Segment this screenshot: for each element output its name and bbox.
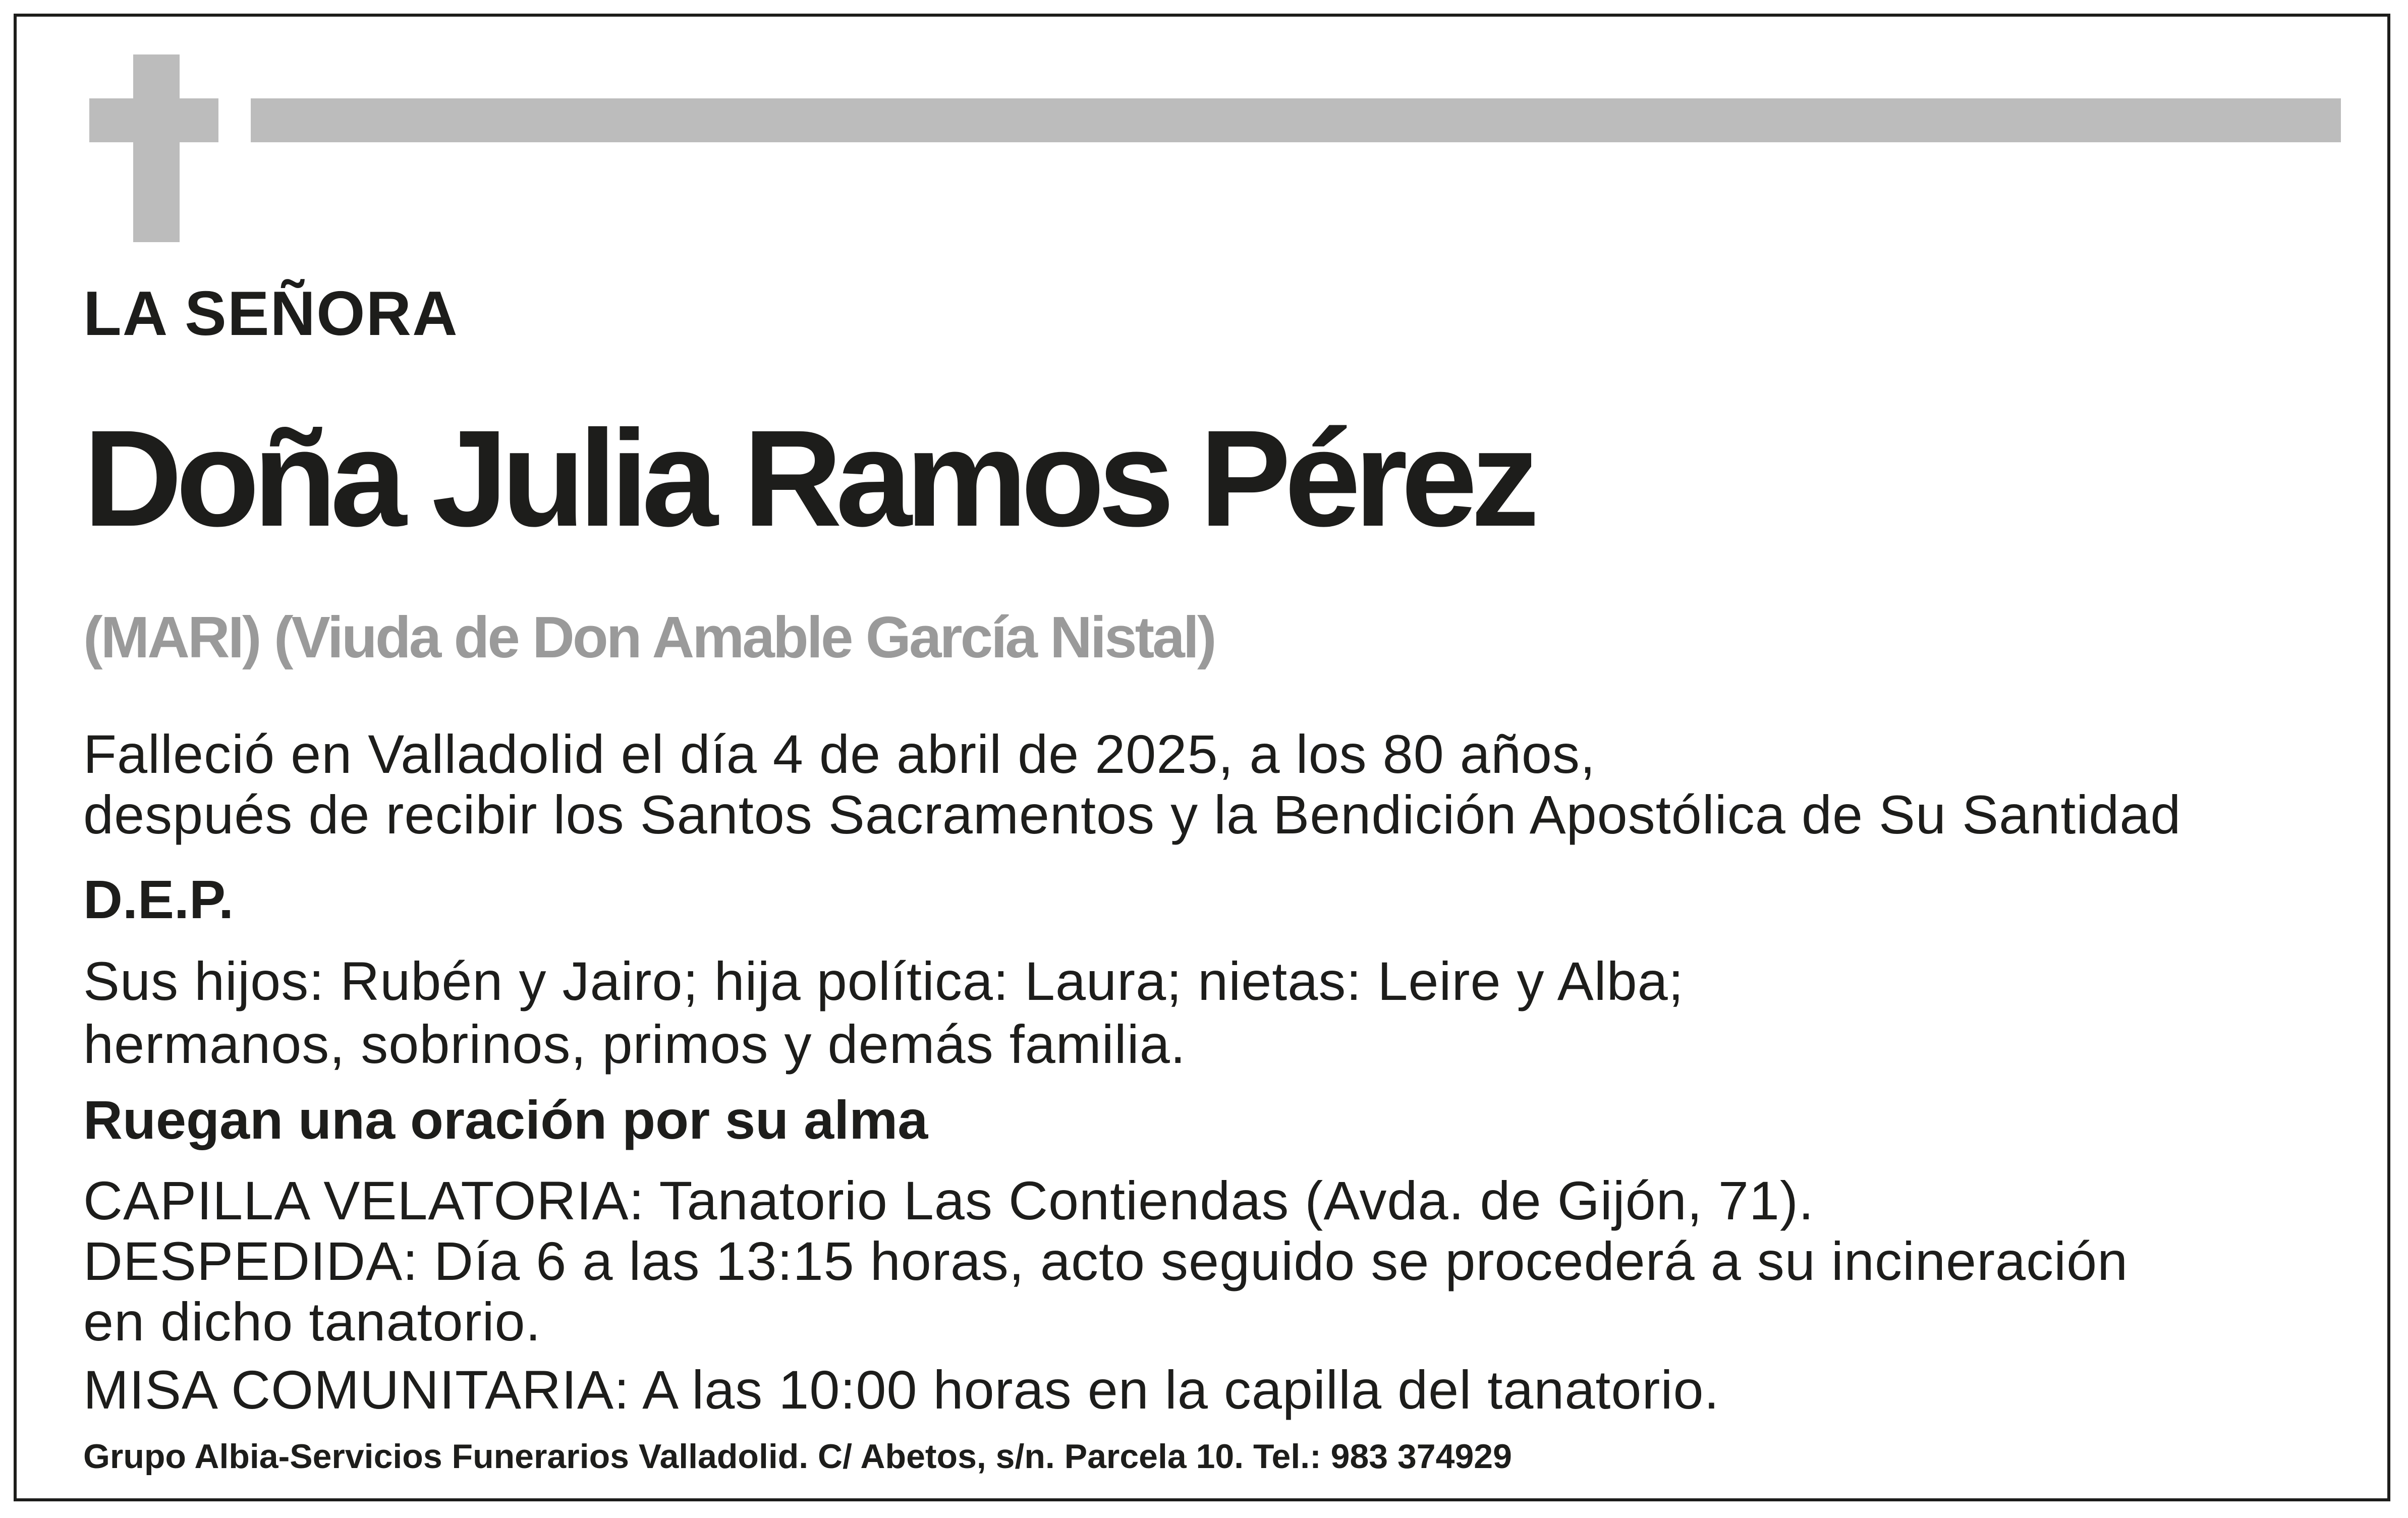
chapel-info: CAPILLA VELATORIA: Tanatorio Las Contiendas (Avda. de Gijón, 71). (83, 1170, 1814, 1231)
funeral-home-footer: Grupo Albia-Servicios Funerarios Valladolid. C/ Abetos, s/n. Parcela 10. Tel.: 983 374929 (83, 1437, 1512, 1476)
cross-icon (133, 54, 180, 242)
farewell-info-line-2: en dicho tanatorio. (83, 1291, 541, 1352)
death-info-line-1: Falleció en Valladolid el día 4 de abril de 2025, a los 80 años, (83, 723, 1596, 784)
deceased-name: Doña Julia Ramos Pérez (83, 402, 1533, 555)
death-info-line-2: después de recibir los Santos Sacramentos y la Bendición Apostólica de Su Santidad (83, 784, 2181, 845)
farewell-info-line-1: DESPEDIDA: Día 6 a las 13:15 horas, acto seguido se procederá a su incineración (83, 1230, 2129, 1291)
deceased-alias: (MARI) (Viuda de Don Amable García Nistal) (83, 604, 1215, 670)
header-rule (251, 98, 2341, 142)
rip-label: D.E.P. (83, 869, 234, 930)
prayer-request: Ruegan una oración por su alma (83, 1089, 928, 1150)
family-line-1: Sus hijos: Rubén y Jairo; hija política: Laura; nietas: Leire y Alba; (83, 950, 1684, 1011)
mass-info: MISA COMUNITARIA: A las 10:00 horas en la capilla del tanatorio. (83, 1359, 1720, 1420)
title-la-senora: LA SEÑORA (83, 279, 459, 349)
family-line-2: hermanos, sobrinos, primos y demás familia. (83, 1014, 1186, 1075)
cross-icon-crossbar (89, 98, 218, 142)
